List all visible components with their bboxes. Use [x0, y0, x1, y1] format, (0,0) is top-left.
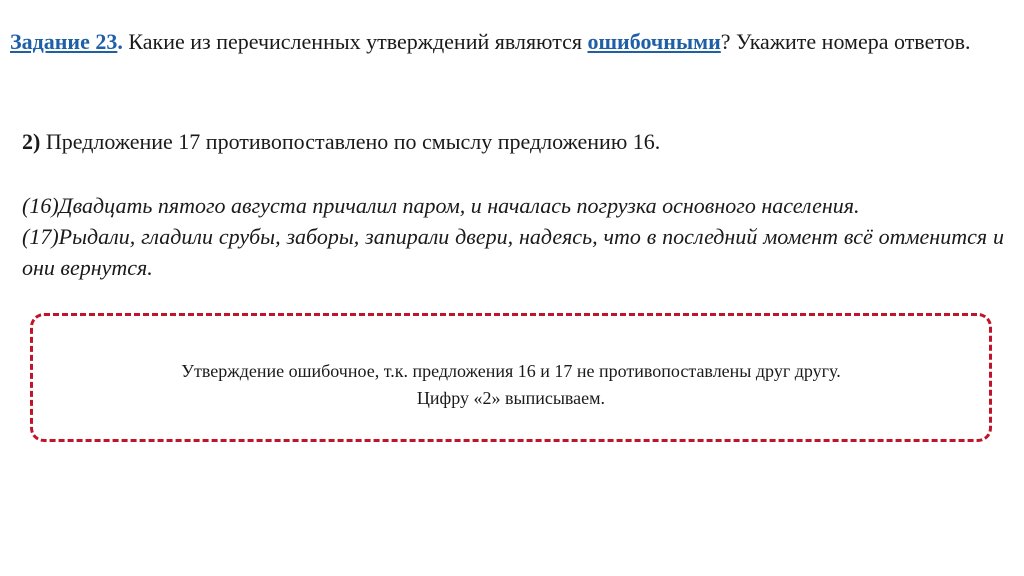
answer-text — [33, 358, 989, 412]
source-sentences — [22, 190, 1004, 283]
task-question-start: Какие из перечисленных утверждений являются — [122, 29, 588, 54]
sentence-17: (17)Рыдали, гладили срубы, заборы, запирали двери, надеясь, что в последний момент всё отменится и они вернутся. — [22, 224, 1004, 280]
task-label-dot: . — [117, 29, 123, 54]
task-label: Задание 23 — [10, 29, 118, 54]
answer-conclusion: Цифру «2» выписываем. — [416, 388, 606, 408]
claim-number: 2) — [22, 129, 41, 154]
task-question-end: ? Укажите номера ответов. — [720, 29, 971, 54]
claim-text: Предложение 17 противопоставлено по смыслу предложению 16. — [40, 129, 661, 154]
claim-statement — [22, 128, 660, 156]
task-keyword: ошибочными — [587, 29, 721, 54]
answer-explanation: Утверждение ошибочное, т.к. предложения 16 и 17 не противопоставлены друг другу. — [181, 361, 841, 381]
answer-box — [30, 313, 992, 442]
sentence-16: (16)Двадцать пятого августа причалил паром, и началась погрузка основного населения. — [22, 193, 860, 218]
task-statement — [10, 28, 1014, 55]
